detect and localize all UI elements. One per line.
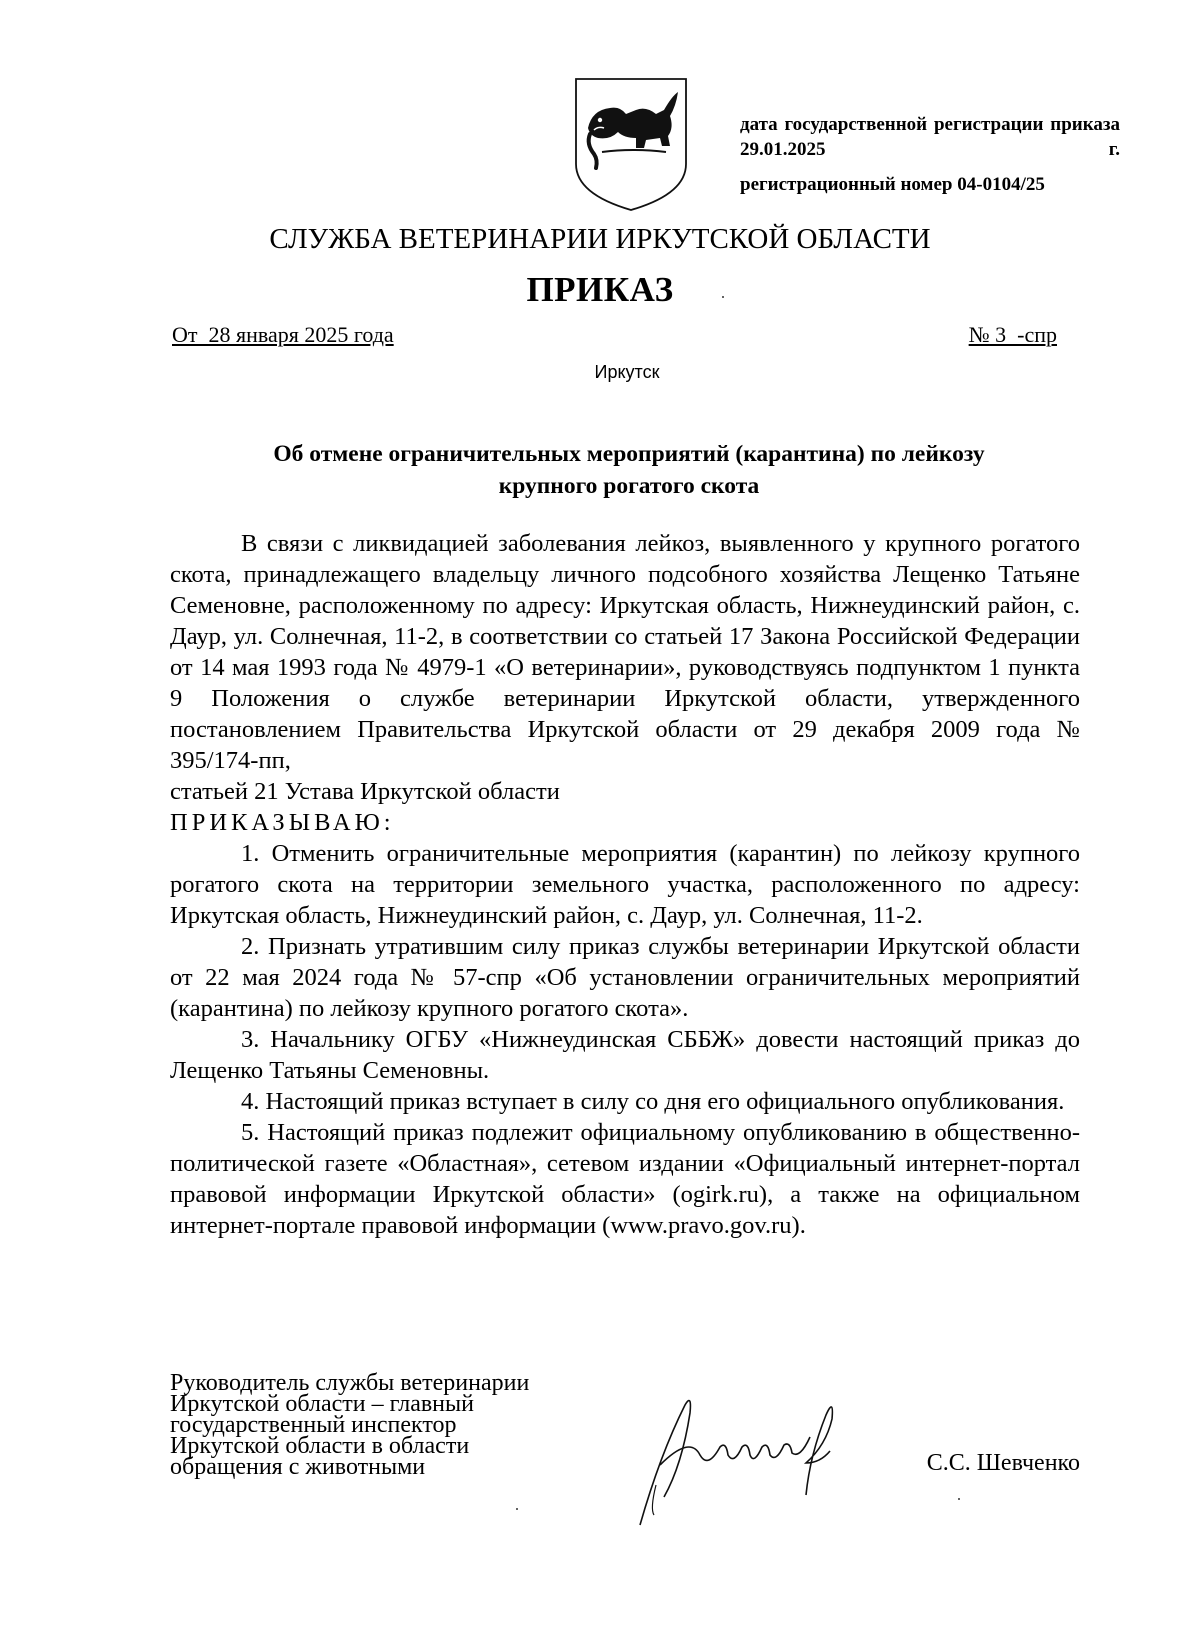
scan-speck (958, 1498, 960, 1500)
order-item-4: 4. Настоящий приказ вступает в силу со дня его официального опубликования. (241, 1088, 1065, 1115)
preamble-last-line: статьей 21 Устава Иркутской области (170, 778, 560, 805)
order-title-line-1: Об отмене ограничительных мероприятий (карантина) по лейкозу (273, 441, 985, 467)
handwritten-signature-icon (630, 1385, 860, 1535)
order-word: ПРИКАЗЫВАЮ: (170, 809, 395, 836)
signer-name: С.С. Шевченко (926, 1450, 1080, 1476)
order-item-2: 2. Признать утратившим силу приказ службы ветеринарии Иркутской области от 22 мая 2024 года № 57-спр «Об установлении ограничительных мероприятий (карантина) по лейкозу крупного рогатого скота». (170, 933, 1080, 1022)
order-title-line-2: крупного рогатого скота (498, 473, 760, 499)
registration-block (740, 112, 1120, 197)
preamble: В связи с ликвидацией заболевания лейкоз, выявленного у крупного рогатого скота, принадлежащего владельцу личного подсобного хозяйства Лещенко Татьяне Семеновне, расположенному по адресу: Иркутская область, Нижнеудинский район, с. Даур, ул. Солнечная, 11-2, в соответствии со статьей 17 Закона Российской Федерации от 14 мая 1993 года № 4979-1 «О ветеринарии», руководствуясь подпунктом 1 пункта 9 Положения о службе ветеринарии Иркутской области, утвержденного постановлением Правительства Иркутской области от 29 декабря 2009 года № 395/174-пп, (170, 530, 1080, 774)
city: Иркутск (594, 362, 660, 382)
agency-name: СЛУЖБА ВЕТЕРИНАРИИ ИРКУТСКОЙ ОБЛАСТИ (269, 223, 931, 255)
order-number: № 3 -спр (968, 322, 1057, 347)
signer-line-3: государственный инспектор (170, 1412, 457, 1438)
scan-speck (516, 1508, 518, 1510)
signer-line-1: Руководитель службы ветеринарии (170, 1370, 530, 1396)
order-title (170, 438, 1088, 502)
signer-position (170, 1370, 530, 1480)
signer-line-5: обращения с животными (170, 1454, 426, 1480)
registration-date: дата государственной регистрации приказа 29.01.2025 г. (740, 114, 1120, 160)
scan-speck (722, 296, 724, 298)
order-item-1: 1. Отменить ограничительные мероприятия (карантин) по лейкозу крупного рогатого скота на территории земельного участка, расположенного по адресу: Иркутская область, Нижнеудинский район, с. Даур, ул. Солнечная, 11-2. (170, 840, 1080, 929)
signer-line-4: Иркутской области в области (170, 1433, 470, 1459)
order-date: От 28 января 2025 года (172, 322, 394, 347)
irkutsk-coat-of-arms-icon (572, 76, 690, 214)
signer-line-2: Иркутской области – главный (170, 1391, 474, 1417)
order-body (170, 528, 1080, 1241)
document-type: ПРИКАЗ (526, 270, 674, 309)
order-item-3: 3. Начальнику ОГБУ «Нижнеудинская СББЖ» довести настоящий приказ до Лещенко Татьяны Семеновны. (170, 1026, 1080, 1084)
registration-number: регистрационный номер 04-0104/25 (740, 174, 1045, 195)
order-item-5: 5. Настоящий приказ подлежит официальному опубликованию в общественно-политической газете «Областная», сетевом издании «Официальный интернет-портал правовой информации Иркутской области» (ogirk.ru), а также на официальном интернет-портале правовой информации (www.pravo.gov.ru). (170, 1119, 1080, 1239)
